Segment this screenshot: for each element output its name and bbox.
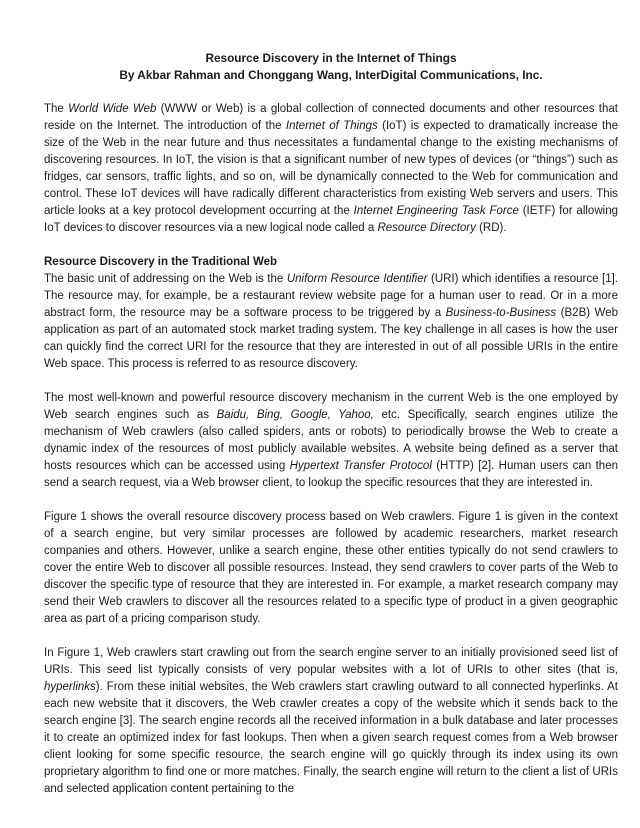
body-text-run: (IoT) is expected to dramatically increase the size of the Web in the near future and thus necessitates a fundamental change to the existing mechanisms of discovering resources. In IoT, the vision is that a significant number of new types of devices (or “things”) such as fridges, car sensors, traffic lights, and so on, will be dynamically connected to the Web for communication and control. These IoT devices will have radically different characteristics from existing Web servers and users. This article looks at a key protocol development occurring at the — [44, 120, 618, 217]
body-text-run: Figure 1 shows the overall resource discovery process based on Web crawlers. Figure 1 is given in the context of a search engine, but very similar processes are followed by academic researchers, market research companies and others. However, unlike a search engine, these other entities typically do not send crawlers to cover the entire Web to discover all possible resources. Instead, they send crawlers to cover parts of the Web to discover the specific type of resource that they are interested in. For example, a market research company may send their Web crawlers to discover all the resources related to a specific type of product in a given geographic area as part of a pricing comparison study. — [44, 511, 618, 625]
body-text-run: (WWW or Web) is a global collection of connected documents and other resources that reside on the Internet. The introduction of the — [44, 103, 618, 132]
body-text-run: The most well-known and powerful resource discovery mechanism in the current Web is the one employed by Web search engines such as — [44, 392, 618, 421]
emphasized-text: Internet Engineering Task Force — [353, 205, 519, 217]
emphasized-text: Resource Directory — [377, 222, 476, 234]
article-body — [44, 101, 618, 798]
section-heading-traditional-web: Resource Discovery in the Traditional Web — [44, 256, 278, 268]
body-text-run: ). From these initial websites, the Web crawlers start crawling outward to all connected hyperlinks. At each new website that it discovers, the Web crawler creates a copy of the website which it sends back to the search engine [3]. The search engine records all the received information in a bulk database and later processes it to create an optimized index for fast lookups. Then when a given search request comes from a Web browser client looking for some specific resource, the search engine will go quickly through its index using its own proprietary algorithm to find one or more matches. Finally, the search engine will return to the client a list of URIs and selected application content pertaining to the — [44, 681, 618, 795]
paragraph-figure1-crawling — [44, 645, 618, 798]
body-text-run: The basic unit of addressing on the Web is the — [44, 273, 287, 285]
emphasized-text: hyperlinks — [44, 681, 96, 693]
emphasized-text: Internet of Things — [285, 120, 378, 132]
paragraph-search-engines — [44, 390, 618, 492]
emphasized-text: Business-to-Business — [445, 307, 557, 319]
emphasized-text: Hypertext Transfer Protocol — [289, 460, 432, 472]
paragraph-uri-addressing — [44, 271, 618, 373]
paragraph-figure1-overview — [44, 509, 618, 628]
body-text-run: (B2B) Web application as part of an automated stock market trading system. The key challenge in all cases is how the user can quickly find the correct URI for the resource that they are interested in out of all possible URIs in the entire Web space. This process is referred to as resource discovery. — [44, 307, 618, 370]
emphasized-text: World Wide Web — [68, 103, 157, 115]
emphasized-text: Baidu, Bing, Google, Yahoo, — [216, 409, 374, 421]
body-text-run: (URI) which identifies a resource [1]. The resource may, for example, be a restaurant review website page for a human user to read. Or in a more abstract form, the resource may be a software process to be triggered by a — [44, 273, 618, 319]
paragraph-intro — [44, 101, 618, 237]
body-text-run: (IETF) for allowing IoT devices to discover resources via a new logical node called a — [44, 205, 618, 234]
body-text-run: The — [44, 103, 69, 115]
body-text-run: (HTTP) [2]. Human users can then send a search request, via a Web browser client, to lookup the specific resources that they are interested in. — [44, 460, 618, 489]
article-title: Resource Discovery in the Internet of Things — [205, 51, 457, 65]
body-text-run: (RD). — [475, 222, 507, 234]
body-text-run: In Figure 1, Web crawlers start crawling out from the search engine server to an initially provisioned seed list of URIs. This seed list typically consists of very popular websites with a lot of URIs to other sites (that is, — [44, 647, 618, 676]
body-text-run: etc. Specifically, search engines utilize the mechanism of Web crawlers (also called spiders, ants or robots) to periodically browse the Web to create a dynamic index of the resources of most publicly available websites. A website being defined as a server that hosts resources which can be accessed using — [44, 409, 618, 472]
article-byline: By Akbar Rahman and Chonggang Wang, InterDigital Communications, Inc. — [119, 68, 543, 82]
emphasized-text: Uniform Resource Identifier — [286, 273, 428, 285]
